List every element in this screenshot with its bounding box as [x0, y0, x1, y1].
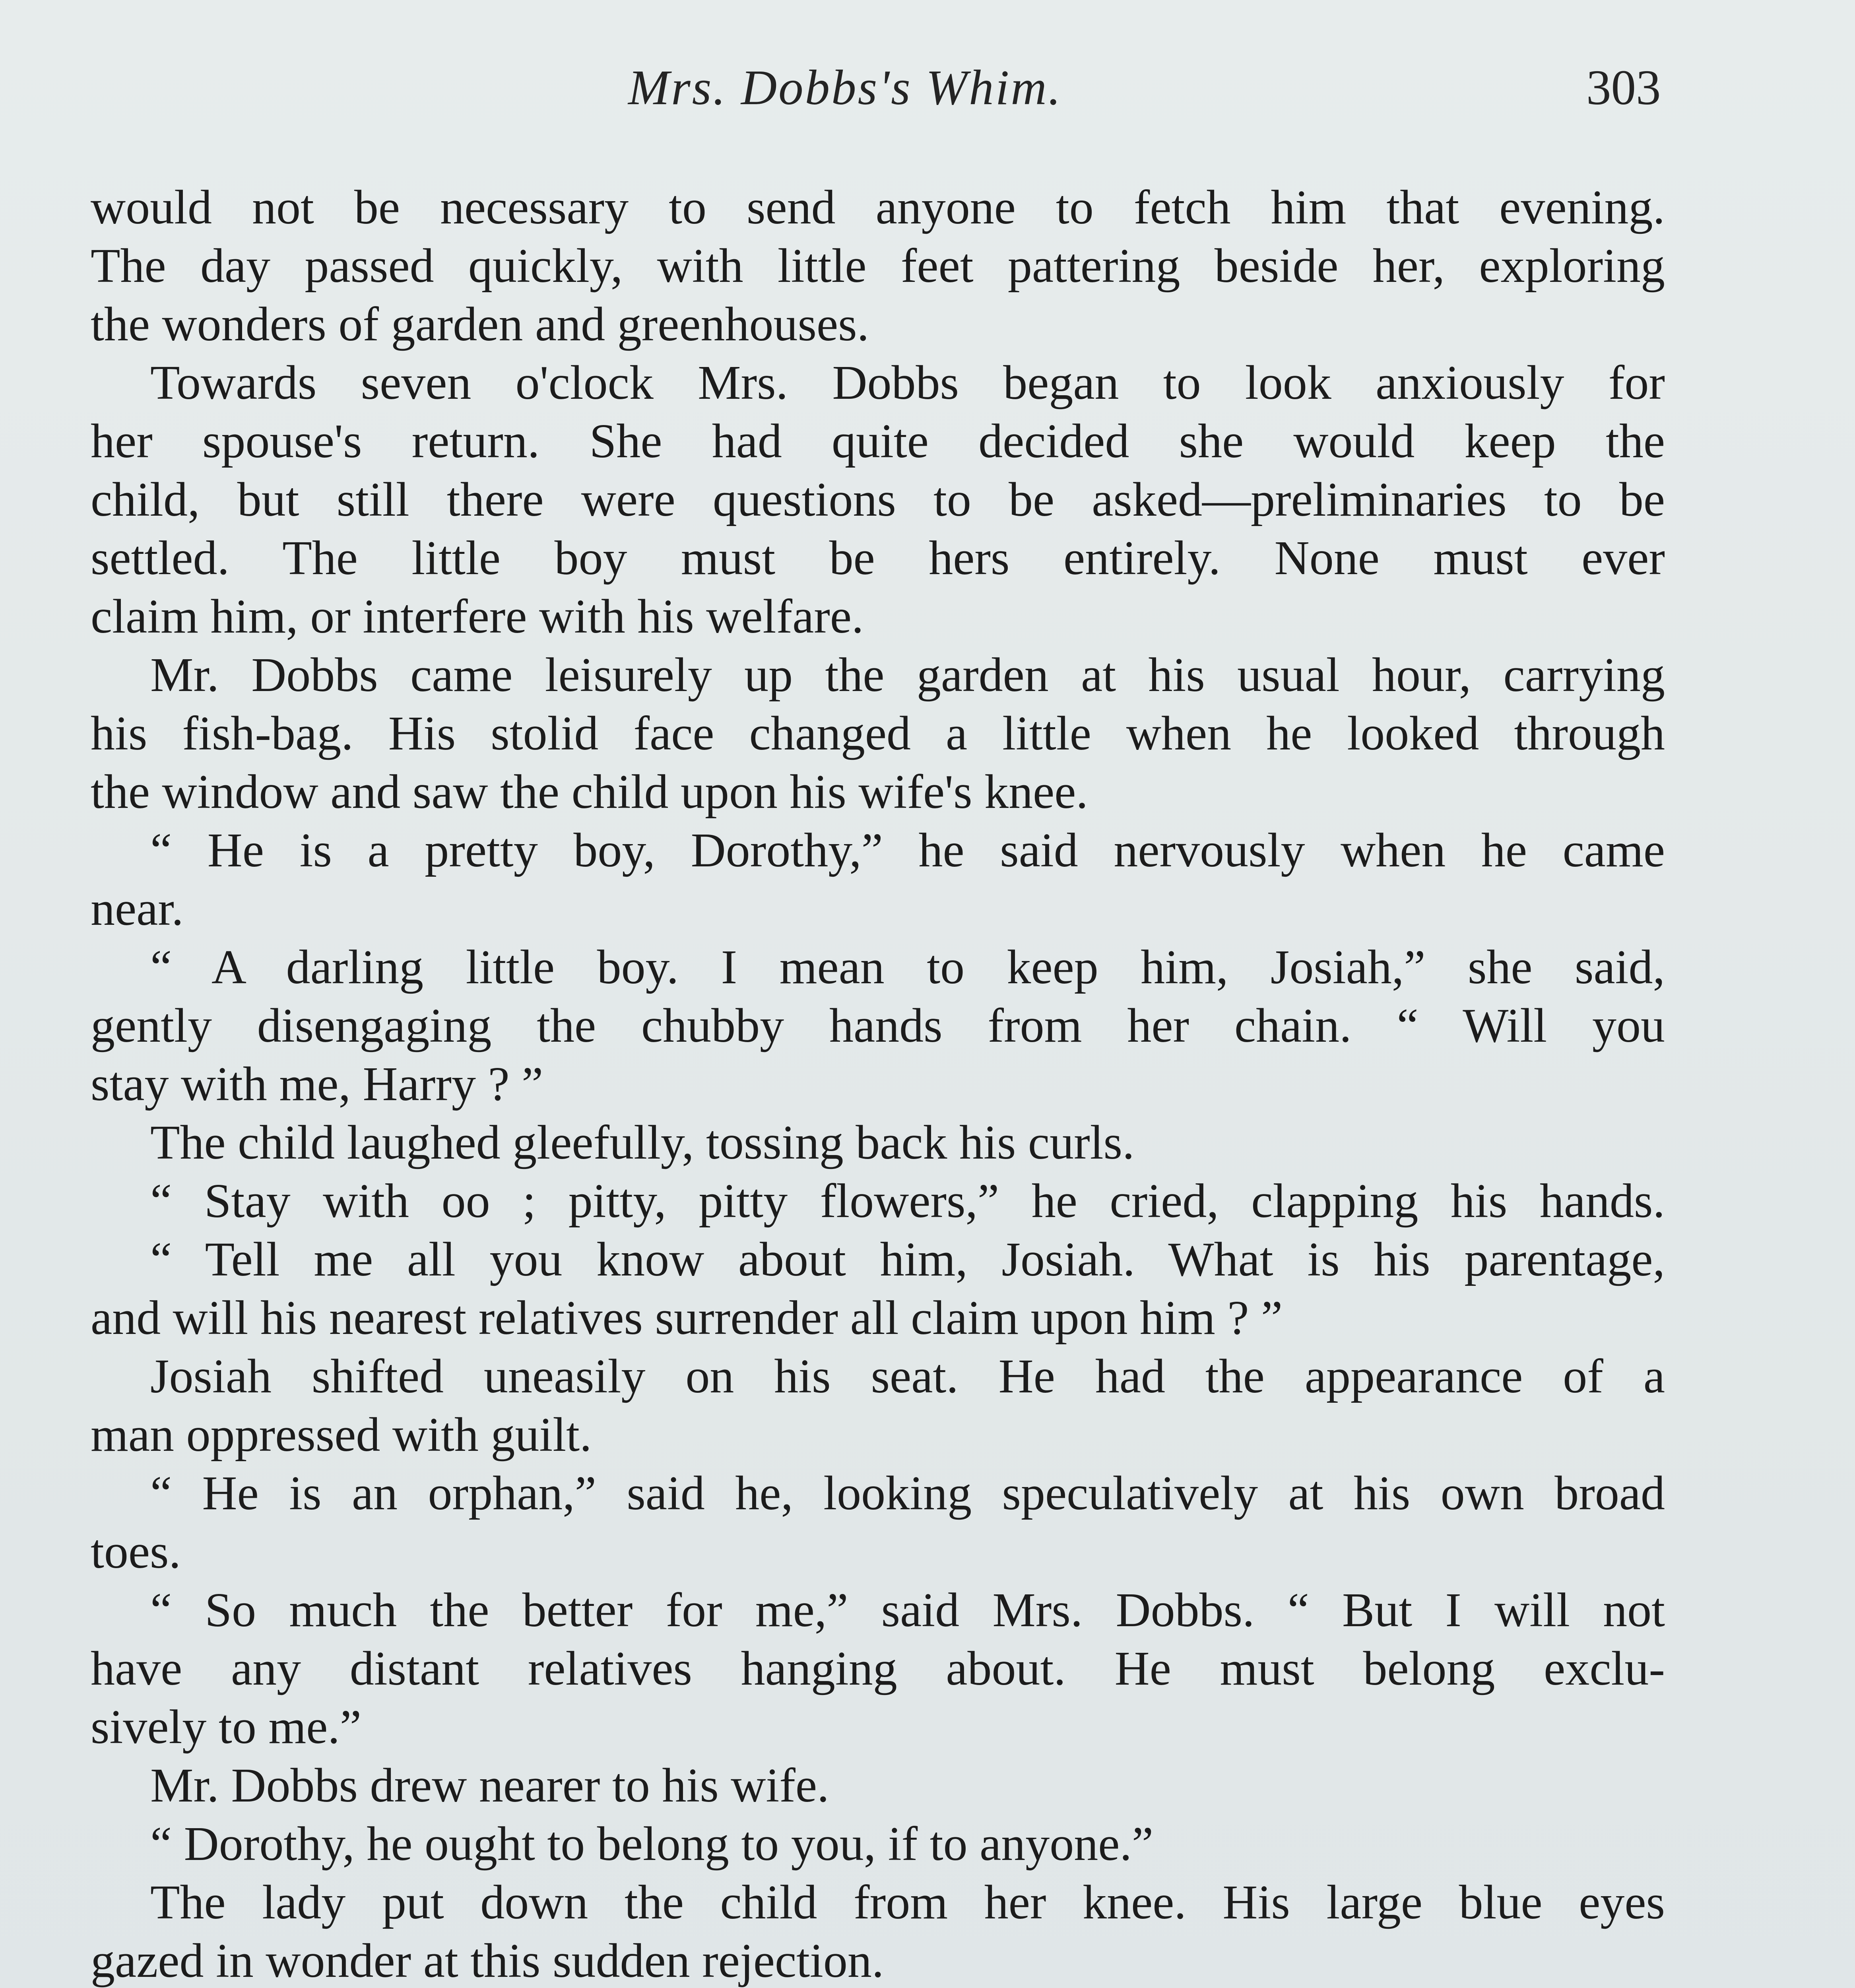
text-line: “ A darling little boy. I mean to keep him, Josiah,” she said, [150, 940, 1665, 994]
page-number: 303 [1586, 60, 1661, 115]
text-line: The day passed quickly, with little feet pattering beside her, exploring [91, 239, 1665, 293]
text-line: and will his nearest relatives surrender all claim upon him ? ” [91, 1291, 1283, 1345]
text-line: his fish-bag. His stolid face changed a little when he looked through [91, 707, 1665, 760]
running-title: Mrs. Dobbs's Whim. [628, 60, 1062, 115]
text-line: toes. [91, 1525, 181, 1578]
text-line: “ He is an orphan,” said he, looking speculatively at his own broad [150, 1466, 1665, 1520]
text-line: claim him, or interfere with his welfare. [91, 590, 864, 643]
text-line: stay with me, Harry ? ” [91, 1057, 543, 1111]
text-line: “ Stay with oo ; pitty, pitty flowers,” he cried, clapping his hands. [150, 1174, 1665, 1228]
text-line: Mr. Dobbs drew nearer to his wife. [150, 1759, 829, 1812]
story-text [91, 178, 1665, 1988]
text-line: The child laughed gleefully, tossing back his curls. [150, 1116, 1135, 1169]
text-line: near. [91, 882, 184, 936]
text-line: The lady put down the child from her knee. His large blue eyes [150, 1875, 1665, 1929]
text-line: “ He is a pretty boy, Dorothy,” he said nervously when he came [150, 823, 1665, 877]
text-line: the wonders of garden and greenhouses. [91, 297, 869, 351]
text-line: her spouse's return. She had quite decided she would keep the [91, 414, 1665, 468]
text-line: the window and saw the child upon his wife's knee. [91, 765, 1088, 819]
text-line: child, but still there were questions to be asked—preliminaries to be [91, 473, 1665, 526]
text-line: “ Tell me all you know about him, Josiah. What is his parentage, [150, 1233, 1665, 1286]
text-line: “ So much the better for me,” said Mrs. Dobbs. “ But I will not [150, 1583, 1665, 1637]
text-line: gently disengaging the chubby hands from her chain. “ Will you [91, 999, 1665, 1052]
text-line: have any distant relatives hanging about. He must belong exclu- [91, 1642, 1665, 1695]
text-line: settled. The little boy must be hers entirely. None must ever [91, 531, 1665, 585]
text-line: Josiah shifted uneasily on his seat. He had the appearance of a [150, 1349, 1665, 1403]
text-line: would not be necessary to send anyone to fetch him that evening. [91, 181, 1665, 234]
text-line: man oppressed with guilt. [91, 1408, 592, 1462]
text-line: Mr. Dobbs came leisurely up the garden at his usual hour, carrying [150, 648, 1665, 702]
text-line: Towards seven o'clock Mrs. Dobbs began to look anxiously for [150, 356, 1665, 410]
text-line: sively to me.” [91, 1700, 362, 1754]
text-line: gazed in wonder at this sudden rejection. [91, 1934, 884, 1988]
text-line: “ Dorothy, he ought to belong to you, if to anyone.” [150, 1817, 1154, 1871]
